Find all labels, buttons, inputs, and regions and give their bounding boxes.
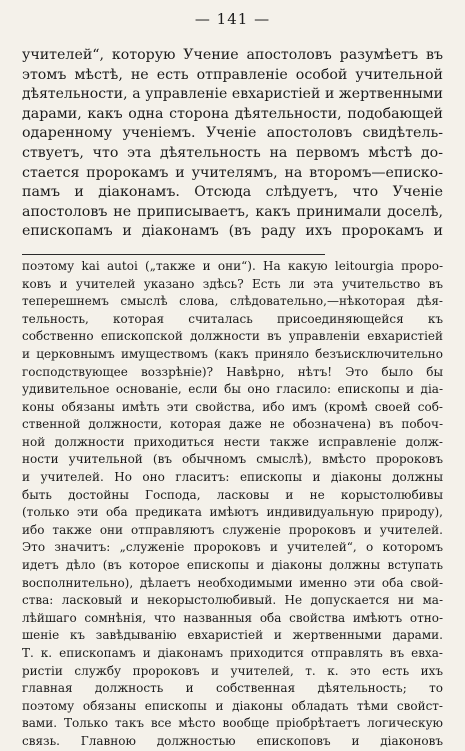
footnote-line: восполнительно), дѣлаетъ необходимыми именно эти оба свой- [22,575,443,590]
footnote-line: поэтому kai autoi („также и они“). На какую leitourgia проро- [22,258,443,273]
footnote-line: тельность, которая считалась присоединяющейся къ [22,311,443,326]
footnote-line: ственной должности, которая даже не обозначена) въ побоч- [22,417,443,432]
footnote-line: Т. к. епископамъ и діаконамъ приходится отправлять въ евха- [22,646,443,660]
main-text-line: учителей“, которую Учение апостоловъ разумѣетъ въ [22,47,443,63]
footnote-line: (только эти оба предиката имѣютъ индивидуальную природу), [22,505,443,520]
main-text-line: епископамъ и діаконамъ (въ раду ихъ пророкамъ и [22,223,443,240]
footnote-line: коны обязаны имѣть эти свойства, ибо имъ (кромѣ своей соб- [22,399,443,414]
main-text-line: одаренному ученіемъ. Ученіе апостоловъ свидѣтель- [22,125,443,142]
footnote-line: ристіи службу пророковъ и учителей, т. к. это есть ихъ [22,663,443,678]
main-text-line: дарами, какъ одна сторона дѣятельности, подобающей [22,105,443,122]
main-text-line: апостоловъ не приписываетъ, какъ принимали доселѣ, [22,203,443,220]
footnote-line: и учителей. Но оно гласитъ: епископы и діаконы должны [22,470,443,485]
footnote-line: ковъ и учителей указано здѣсь? Есть ли эта учительство въ [22,276,443,291]
footnote-line: связь. Главною должностью епископовъ и діаконовъ [22,733,443,748]
page-number: — 141 — [194,10,271,28]
main-text-line: стается пророкамъ и учителямъ, на второмъ—еписко- [22,164,443,181]
main-text-line: памъ и діаконамъ. Отсюда слѣдуетъ, что Ученіе [22,184,443,201]
footnote-line: быть достойны Господа, ласковы и не корыстолюбивы [22,487,443,502]
main-text-line: этомъ мѣстѣ, не есть отправленіе особой учительной [22,66,443,83]
footnote-line: шеніе къ завѣдыванію евхаристіей и жертвенными дарами. [22,628,443,643]
footnote-line: Это значитъ: „служеніе пророковъ и учителей“, о которомъ [22,540,443,555]
footnote-line: собственно епископской должности въ управленіи евхаристіей [22,329,443,344]
main-text [22,46,443,242]
footnote-separator [22,254,325,255]
main-text-line: ствуетъ, что эта дѣятельность на первомъ мѣстѣ до- [22,144,443,161]
footnote-line: вами. Только такъ все мѣсто вообще пріобрѣтаетъ логическую [22,716,443,731]
footnote-line: господствующее воззрѣніе)? Навѣрно, нѣтъ! Это было бы [22,364,443,379]
footnote-line: удивительное основаніе, если бы оно гласило: епископы и діа- [22,382,443,397]
footnote-line: главная должность и собственная дѣятельность; то [22,681,443,696]
footnote-line: идетъ дѣло (въ которое епископы и діаконы должны вступать [22,558,443,573]
footnote-line: и церковнымъ имуществомъ (какъ приняло безъисключительно [22,346,443,361]
footnote [22,258,443,751]
footnote-line: поэтому обязаны епископы и діаконы обладать тѣми свойст- [22,698,443,713]
footnote-line: ной должности приходиться нести также исправленіе долж- [22,434,443,449]
footnote-line: теперешнемъ смыслѣ слова, слѣдовательно,—нѣкоторая дѣя- [22,294,443,309]
footnote-line: ства: ласковый и некорыстолюбивый. Не допускается ни ма- [22,593,443,608]
main-text-line: дѣятельности, а управленіе евхаристіей и жертвенными [22,86,443,103]
footnote-line: лѣйшаго сомнѣнія, что названныя оба свойства имѣютъ отно- [22,610,443,625]
footnote-line: ности учительной (въ обычномъ смыслѣ), вмѣсто пророковъ [22,452,443,467]
footnote-line: ибо также они отправляютъ служеніе пророковъ и учителей. [22,522,443,537]
